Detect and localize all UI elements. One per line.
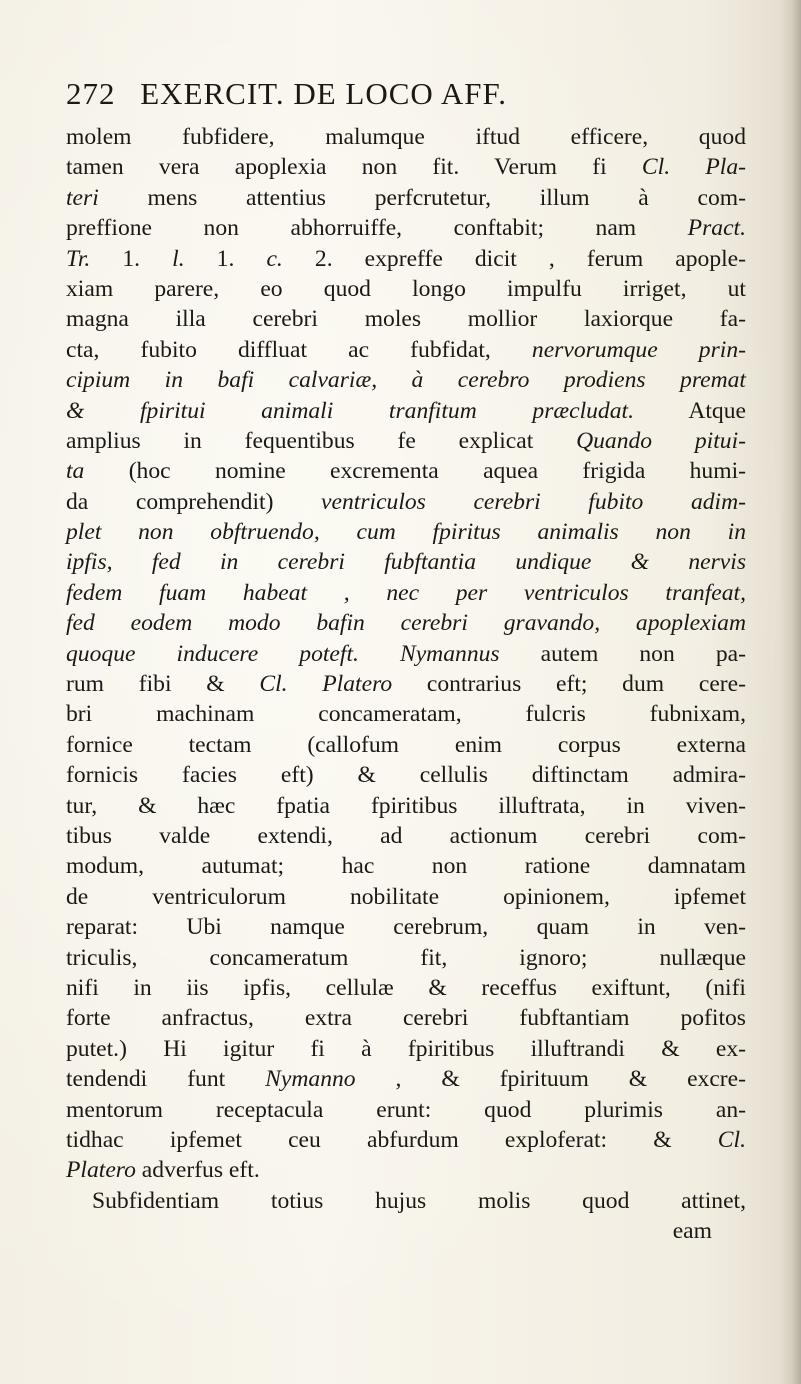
text-line [66,1095,746,1125]
italic-segment: nervorumque prin- [531,336,746,363]
text-segment: , & fpirituum & excre- [355,1066,746,1093]
text-segment: Subfidentiam totius hujus molis quod attinet, [92,1187,746,1214]
text-line [66,122,746,152]
text-line [66,1125,746,1155]
body-text [66,122,746,1246]
text-segment: da comprehendit) [66,488,322,515]
italic-segment: fed eodem modo bafin cerebri gravando, apoplexiam [66,610,746,637]
text-segment: eam [672,1218,712,1245]
text-segment: tamen vera apoplexia non fit. Verum fi [66,154,642,181]
text-segment: 1. [90,245,173,272]
text-segment: mens attentius perfcrutetur, illum à com- [98,184,746,211]
text-line [66,244,746,274]
text-segment: reparat: Ubi namque cerebrum, quam in ven- [66,914,746,941]
text-line [66,1034,746,1064]
italic-segment: ta [66,458,85,485]
text-line [66,973,746,1003]
text-line [66,578,746,608]
text-segment: tendendi funt [66,1066,266,1093]
text-line [66,335,746,365]
text-line [66,1186,746,1216]
italic-segment: plet non obftruendo, cum fpiritus animalis non in [66,519,746,546]
text-segment: nifi in iis ipfis, cellulæ & receffus exiftunt, (nifi [66,974,746,1001]
text-segment: preffione non abhorruiffe, conftabit; nam [66,215,688,242]
text-segment: tidhac ipfemet ceu abfurdum exploferat: & [66,1126,718,1153]
text-line [66,152,746,182]
text-segment: tur, & hæc fpatia fpiritibus illuftrata, in viven- [66,792,746,819]
text-line [66,396,746,426]
text-line [66,365,746,395]
text-line [66,1155,746,1185]
italic-segment: Cl. [717,1126,746,1153]
text-line [66,639,746,669]
italic-segment: Cl. Pla- [641,154,746,181]
running-header [66,76,706,116]
text-line [66,882,746,912]
italic-segment: fedem fuam habeat , nec per ventriculos tranfeat, [66,579,746,606]
italic-segment: ipfis, fed in cerebri fubftantia undique & nervis [66,549,746,576]
text-line [66,669,746,699]
text-line [66,730,746,760]
text-segment: 2. expreffe dicit , ferum apople- [282,245,747,272]
running-title: EXERCIT. DE LOCO AFF. [140,76,507,111]
text-segment: putet.) Hi igitur fi à fpiritibus illuftrandi & ex- [66,1035,746,1062]
text-line [66,760,746,790]
text-segment: xiam parere, eo quod longo impulfu irriget, ut [66,275,746,302]
page-edge-shadow [779,0,801,1384]
text-segment: cta, fubito diffluat ac fubfidat, [66,336,532,363]
italic-segment: l. [172,245,185,272]
italic-segment: Pract. [687,215,746,242]
italic-segment: cipium in bafi calvariæ, à cerebro prodiens premat [66,367,746,394]
text-segment: fornice tectam (callofum enim corpus externa [66,731,746,758]
text-line [66,912,746,942]
text-line [66,547,746,577]
text-segment: magna illa cerebri moles mollior laxiorque fa- [66,306,746,333]
italic-segment: Platero [66,1157,136,1184]
text-line [66,821,746,851]
text-segment: autem non pa- [499,640,746,667]
text-line [66,1064,746,1094]
text-line [66,791,746,821]
text-segment: triculis, concameratum fit, ignoro; nullæque [66,944,746,971]
italic-segment: Cl. Platero [259,671,393,698]
text-line [66,274,746,304]
text-segment: Atque [634,397,746,424]
text-segment: amplius in fequentibus fe explicat [66,427,577,454]
text-line [66,487,746,517]
text-segment: fornicis facies eft) & cellulis diftinctam admira- [66,762,746,789]
italic-segment: & fpiritui animali tranfitum præcludat. [66,397,634,424]
text-segment: mentorum receptacula erunt: quod plurimis an- [66,1096,746,1123]
text-segment: molem fubfidere, malumque iftud efficere, quod [66,124,746,150]
italic-segment: ventriculos cerebri fubito adim- [321,488,746,515]
text-segment: forte anfractus, extra cerebri fubftantiam pofitos [66,1005,746,1032]
catchword [66,1216,746,1246]
text-line [66,426,746,456]
text-line [66,699,746,729]
text-segment: 1. [184,245,267,272]
text-line [66,304,746,334]
text-segment: rum fibi & [66,671,260,698]
text-segment: tibus valde extendi, ad actionum cerebri com- [66,822,746,849]
text-line [66,183,746,213]
text-segment: (hoc nomine excrementa aquea frigida humi- [84,458,746,485]
text-line [66,517,746,547]
italic-segment: Nymanno [265,1066,356,1093]
text-segment: adverfus eft. [135,1157,260,1184]
text-line [66,851,746,881]
text-segment: contrarius eft; dum cere- [392,671,746,698]
italic-segment: Quando pitui- [576,427,746,454]
italic-segment: quoque inducere poteft. Nymannus [66,640,500,667]
italic-segment: teri [66,184,99,211]
text-segment: bri machinam concameratam, fulcris fubnixam, [66,701,746,728]
text-line [66,943,746,973]
italic-segment: Tr. [66,245,91,272]
text-line [66,213,746,243]
italic-segment: c. [266,245,283,272]
text-line [66,456,746,486]
text-line [66,1003,746,1033]
page-number: 272 [66,76,116,111]
text-segment: de ventriculorum nobilitate opinionem, ipfemet [66,883,746,910]
text-segment: modum, autumat; hac non ratione damnatam [66,853,746,880]
text-line [66,608,746,638]
